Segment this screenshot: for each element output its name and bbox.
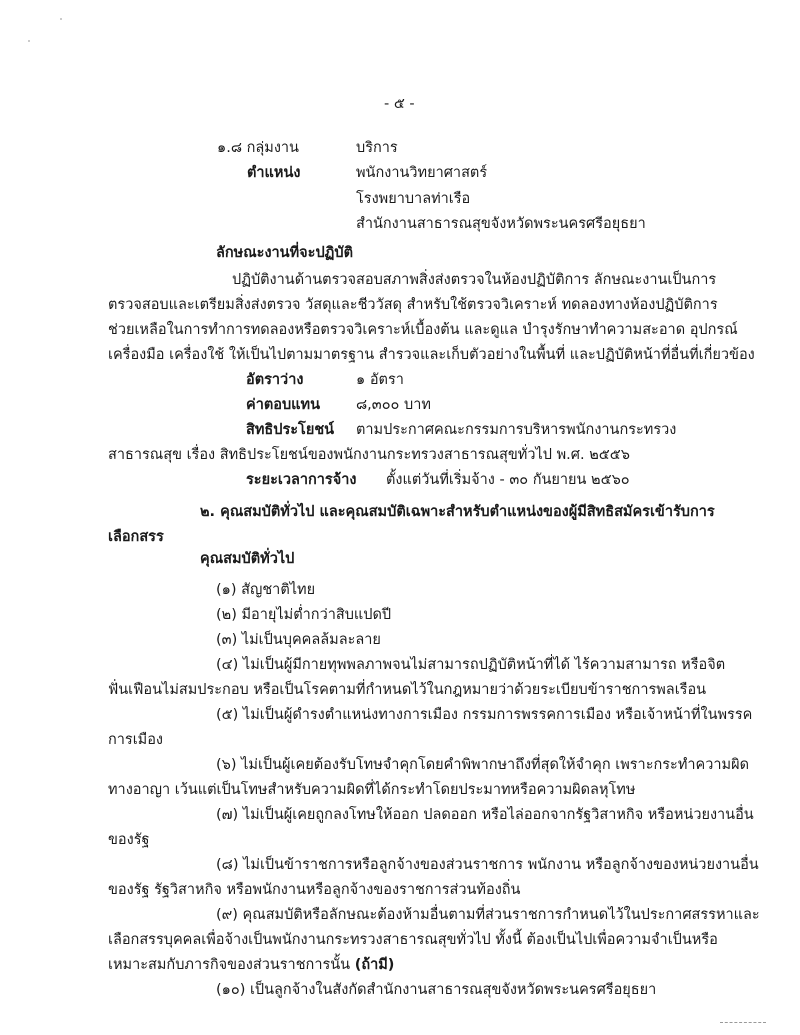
duties-line: ตรวจสอบและเตรียมสิ่งส่งตรวจ วัสดุและชีววัสดุ สำหรับใช้ตรวจวิเคราะห์ ทดลองทางห้องปฏิบัติการ [108, 297, 718, 313]
scan-speck [60, 18, 62, 20]
benefit-label: สิทธิประโยชน์ [246, 422, 335, 438]
office-name: สำนักงานสาธารณสุขจังหวัดพระนครศรีอยุธยา [356, 216, 646, 232]
page-corner-mark [720, 1022, 766, 1029]
qualification-item-continuation: ของรัฐ รัฐวิสาหกิจ หรือพนักงานหรือลูกจ้างของราชการส่วนท้องถิ่น [108, 882, 521, 898]
qualification-item: (๑) สัญชาติไทย [216, 582, 316, 598]
benefit-value: ตามประกาศคณะกรรมการบริหารพนักงานกระทรวง [356, 422, 677, 438]
qualification-item-continuation: ทางอาญา เว้นแต่เป็นโทษสำหรับความผิดที่ได้กระทำโดยประมาทหรือความผิดลหุโทษ [108, 782, 636, 798]
qualification-text: เหมาะสมกับภารกิจของส่วนราชการนั้น [108, 957, 351, 973]
salary-label: ค่าตอบแทน [246, 397, 320, 413]
position-title-value: พนักงานวิทยาศาสตร์ [356, 165, 488, 181]
qualification-item-continuation: ของรัฐ [108, 832, 150, 848]
vacancy-label: อัตราว่าง [246, 372, 304, 388]
duties-heading: ลักษณะงานที่จะปฏิบัติ [216, 245, 353, 261]
page-number: - ๕ - [384, 96, 415, 112]
duties-line: ช่วยเหลือในการทำการทดลองหรือตรวจวิเคราะห์เบื้องต้น และดูแล บำรุงรักษาทำความสะอาด อุปกรณ์ [108, 322, 738, 338]
general-qualifications-heading: คุณสมบัติทั่วไป [200, 551, 295, 567]
hospital-name: โรงพยาบาลท่าเรือ [356, 191, 471, 207]
qualification-item-continuation: ฟั่นเฟือนไม่สมประกอบ หรือเป็นโรคตามที่กำหนดไว้ในกฎหมายว่าด้วยระเบียบข้าราชการพลเรือน [108, 682, 707, 698]
salary-value: ๘,๓๐๐ บาท [356, 397, 431, 413]
qualification-item: (๑๐) เป็นลูกจ้างในสังกัดสำนักงานสาธารณสุขจังหวัดพระนครศรีอยุธยา [216, 982, 657, 998]
scan-speck [28, 40, 30, 42]
position-title-label: ตำแหน่ง [247, 165, 301, 181]
vacancy-value: ๑ อัตรา [356, 372, 404, 388]
qualification-item: (๕) ไม่เป็นผู้ดำรงตำแหน่งทางการเมือง กรรมการพรรคการเมือง หรือเจ้าหน้าที่ในพรรค [216, 707, 753, 723]
qualification-item-continuation: เลือกสรรบุคคลเพื่อจ้างเป็นพนักงานกระทรวงสาธารณสุขทั่วไป ทั้งนี้ ต้องเป็นไปเพื่อความจำเป็นหรือ [108, 932, 718, 948]
period-value: ตั้งแต่วันที่เริ่มจ้าง - ๓๐ กันยายน ๒๕๖๐ [386, 472, 630, 488]
qualification-item: (๘) ไม่เป็นข้าราชการหรือลูกจ้างของส่วนราชการ พนักงาน หรือลูกจ้างของหน่วยงานอื่น [216, 857, 759, 873]
duties-line: เครื่องมือ เครื่องใช้ ให้เป็นไปตามมาตรฐาน สำรวจและเก็บตัวอย่างในพื้นที่ และปฏิบัติหน้าที่อื่นที่เกี่ยวข้อง [108, 347, 755, 363]
qualification-item: (๔) ไม่เป็นผู้มีกายทุพพลภาพจนไม่สามารถปฏิบัติหน้าที่ได้ ไร้ความสามารถ หรือจิต [216, 657, 726, 673]
qualification-item: (๗) ไม่เป็นผู้เคยถูกลงโทษให้ออก ปลดออก หรือไล่ออกจากรัฐวิสาหกิจ หรือหน่วยงานอื่น [216, 807, 754, 823]
section-heading-continuation: เลือกสรร [108, 529, 164, 545]
group-value: บริการ [356, 140, 398, 156]
qualification-item: (๙) คุณสมบัติหรือลักษณะต้องห้ามอื่นตามที่ส่วนราชการกำหนดไว้ในประกาศสรรหาและ [216, 907, 760, 923]
group-label: ๑.๘ กลุ่มงาน [217, 140, 299, 156]
qualification-item: (๒) มีอายุไม่ต่ำกว่าสิบแปดปี [216, 607, 392, 623]
qualification-item-continuation [108, 953, 394, 976]
benefit-continuation: สาธารณสุข เรื่อง สิทธิประโยชน์ของพนักงานกระทรวงสาธารณสุขทั่วไป พ.ศ. ๒๕๕๖ [108, 447, 630, 463]
section-heading: ๒. คุณสมบัติทั่วไป และคุณสมบัติเฉพาะสำหรับตำแหน่งของผู้มีสิทธิสมัครเข้ารับการ [200, 504, 715, 520]
duties-line: ปฏิบัติงานด้านตรวจสอบสภาพสิ่งส่งตรวจในห้องปฏิบัติการ ลักษณะงานเป็นการ [232, 272, 717, 288]
qualification-item-continuation: การเมือง [108, 732, 164, 748]
qualification-note: (ถ้ามี) [354, 957, 395, 973]
qualification-item: (๓) ไม่เป็นบุคคลล้มละลาย [216, 632, 381, 648]
period-label: ระยะเวลาการจ้าง [246, 472, 357, 488]
qualification-item: (๖) ไม่เป็นผู้เคยต้องรับโทษจำคุกโดยคำพิพากษาถึงที่สุดให้จำคุก เพราะกระทำความผิด [216, 757, 749, 773]
